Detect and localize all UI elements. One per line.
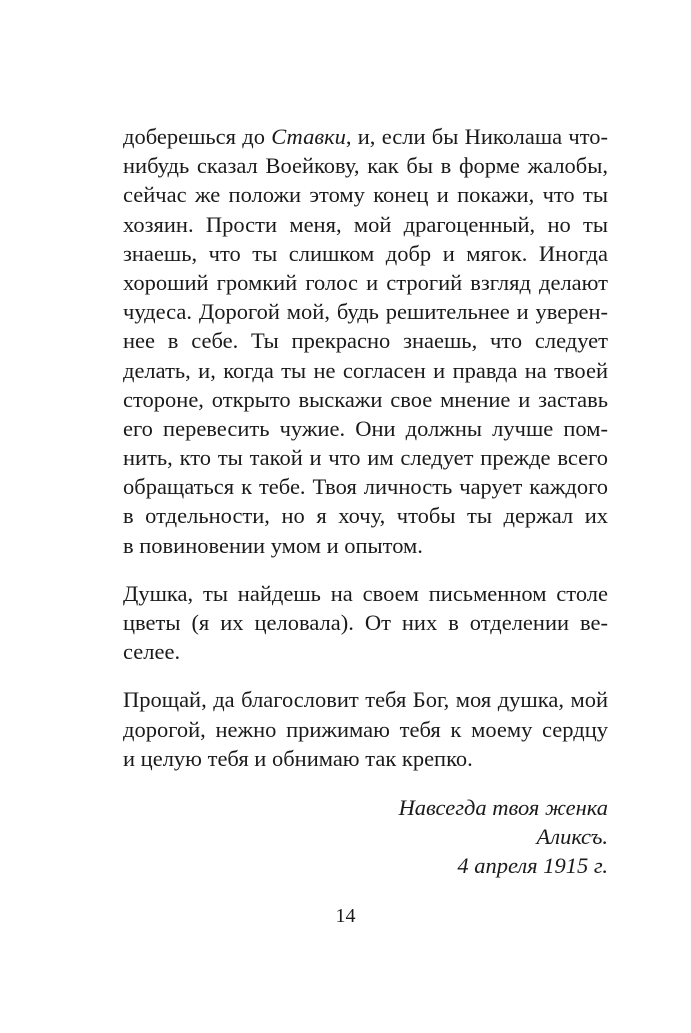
text-line: нить, кто ты такой и что им следует прежде всего xyxy=(123,445,608,471)
text-line: хороший громкий голос и строгий взгляд делают xyxy=(123,269,608,295)
text-line: обращаться к тебе. Твоя личность чарует каждого xyxy=(123,474,608,500)
text-line: в отдельности, но я хочу, чтобы ты держал их xyxy=(123,503,608,529)
signature-closing: Навсегда твоя женка xyxy=(398,794,608,820)
signature-name: Аликсъ. xyxy=(536,824,608,850)
paragraph-gap xyxy=(123,560,608,579)
page-number: 14 xyxy=(335,905,356,927)
text-line: нее в себе. Ты прекрасно знаешь, что следует xyxy=(123,328,608,354)
letter-body xyxy=(123,122,608,881)
text-line: селее. xyxy=(123,639,181,665)
text-line: его перевесить чужие. Они должны лучше пом- xyxy=(123,415,608,441)
italic-word-stavki: Ставки xyxy=(271,124,346,149)
text-line: делать, и, когда ты не согласен и правда на твоей xyxy=(123,357,608,383)
text-line: доберешься до Ставки, и, если бы Николаша что- xyxy=(123,124,608,149)
text-line: и целую тебя и обнимаю так крепко. xyxy=(123,745,473,771)
text-line: Душка, ты найдешь на своем письменном столе xyxy=(123,580,608,606)
text-line: стороне, открыто выскажи свое мнение и заставь xyxy=(123,386,608,412)
text-line: цветы (я их целовала). От них в отделении ве- xyxy=(123,610,608,635)
paragraph-3 xyxy=(123,685,608,773)
text-line: дорогой, нежно прижимаю тебя к моему сердцу xyxy=(123,716,608,742)
paragraph-2 xyxy=(123,579,608,667)
text-line: знаешь, что ты слишком добр и мягок. Иногда xyxy=(123,240,608,266)
text-line: хозяин. Прости меня, мой драгоценный, но ты xyxy=(123,211,608,237)
paragraph-1 xyxy=(123,122,608,560)
signature-date: 4 апреля 1915 г. xyxy=(457,853,608,879)
signature-block xyxy=(123,793,608,881)
paragraph-gap xyxy=(123,666,608,685)
text-line: Прощай, да благословит тебя Бог, моя душка, мой xyxy=(123,687,608,713)
text-line: в повиновении умом и опытом. xyxy=(123,532,423,558)
text-line: чудеса. Дорогой мой, будь решительнее и уверен- xyxy=(123,299,608,325)
text-line: сейчас же положи этому конец и покажи, что ты xyxy=(123,182,608,208)
text-line: нибудь сказал Воейкову, как бы в форме жалобы, xyxy=(123,153,608,179)
